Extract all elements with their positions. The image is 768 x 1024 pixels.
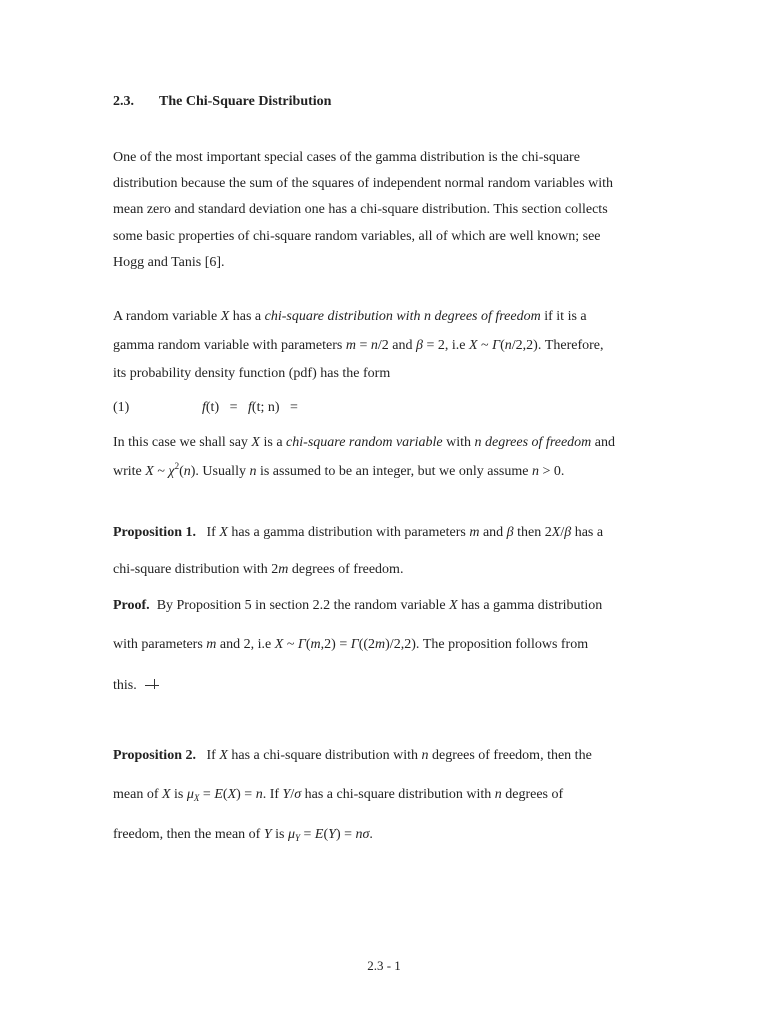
after-eq-line-1: In this case we shall say X is a chi-square random variable with n degrees of freedom and xyxy=(113,435,615,450)
intro-line-3: mean zero and standard deviation one has a chi-square distribution. This section collects xyxy=(113,202,608,217)
proof-line-2: with parameters m and 2, i.e X ~ Γ(m,2) = Γ((2m)/2,2). The proposition follows from xyxy=(113,637,589,652)
proposition-2-line-2: mean of X is $\mu_X = E(X) = n$. If Y/σ has a chi-square distribution with n degrees of xyxy=(113,787,564,803)
proof-line-3: this. xyxy=(113,676,161,696)
section-number: 2.3. xyxy=(113,94,134,109)
section-heading xyxy=(113,92,331,112)
qed-symbol-icon xyxy=(145,679,161,689)
section-title: The Chi-Square Distribution xyxy=(159,94,332,109)
definition-term: chi-square distribution with n degrees of freedom xyxy=(264,309,541,324)
intro-line-4: some basic properties of chi-square random variables, all of which are well known; see xyxy=(113,229,601,244)
page-number: 2.3 - 1 xyxy=(367,958,401,973)
intro-line-5: Hogg and Tanis [6]. xyxy=(113,255,225,270)
equation-1: (1) f(t) = f(t; n) = xyxy=(113,398,298,418)
definition-line-2: gamma random variable with parameters m = n/2 and β = 2, i.e X ~ Γ(n/2,2). Therefore, xyxy=(113,338,604,353)
equation-label: (1) xyxy=(113,400,130,415)
after-eq-line-2: write X ~ $\chi^2(n)$. Usually n is assumed to be an integer, but we only assume n > 0. xyxy=(113,461,565,479)
definition-line-1: A random variable X has a chi-square distribution with n degrees of freedom if it is a xyxy=(113,309,587,324)
proposition-2-line-1: Proposition 2. If X has a chi-square distribution with n degrees of freedom, then the xyxy=(113,748,592,763)
proposition-1-label: Proposition 1. xyxy=(113,525,196,540)
intro-line-1: One of the most important special cases of the gamma distribution is the chi-square xyxy=(113,150,580,165)
proposition-1-line-1: Proposition 1. If X has a gamma distribution with parameters m and β then 2X/β has a xyxy=(113,525,604,540)
proof-label: Proof. xyxy=(113,598,150,613)
definition-line-3: its probability density function (pdf) has the form xyxy=(113,366,391,381)
proof-line-1: Proof. By Proposition 5 in section 2.2 the random variable X has a gamma distribution xyxy=(113,598,603,613)
proposition-2-label: Proposition 2. xyxy=(113,748,196,763)
intro-line-2: distribution because the sum of the squares of independent normal random variables with xyxy=(113,176,613,191)
proposition-1-line-2: chi-square distribution with 2m degrees of freedom. xyxy=(113,562,404,577)
proposition-2-line-3: freedom, then the mean of Y is $\mu_Y = E(Y) = n\sigma$. xyxy=(113,827,373,843)
